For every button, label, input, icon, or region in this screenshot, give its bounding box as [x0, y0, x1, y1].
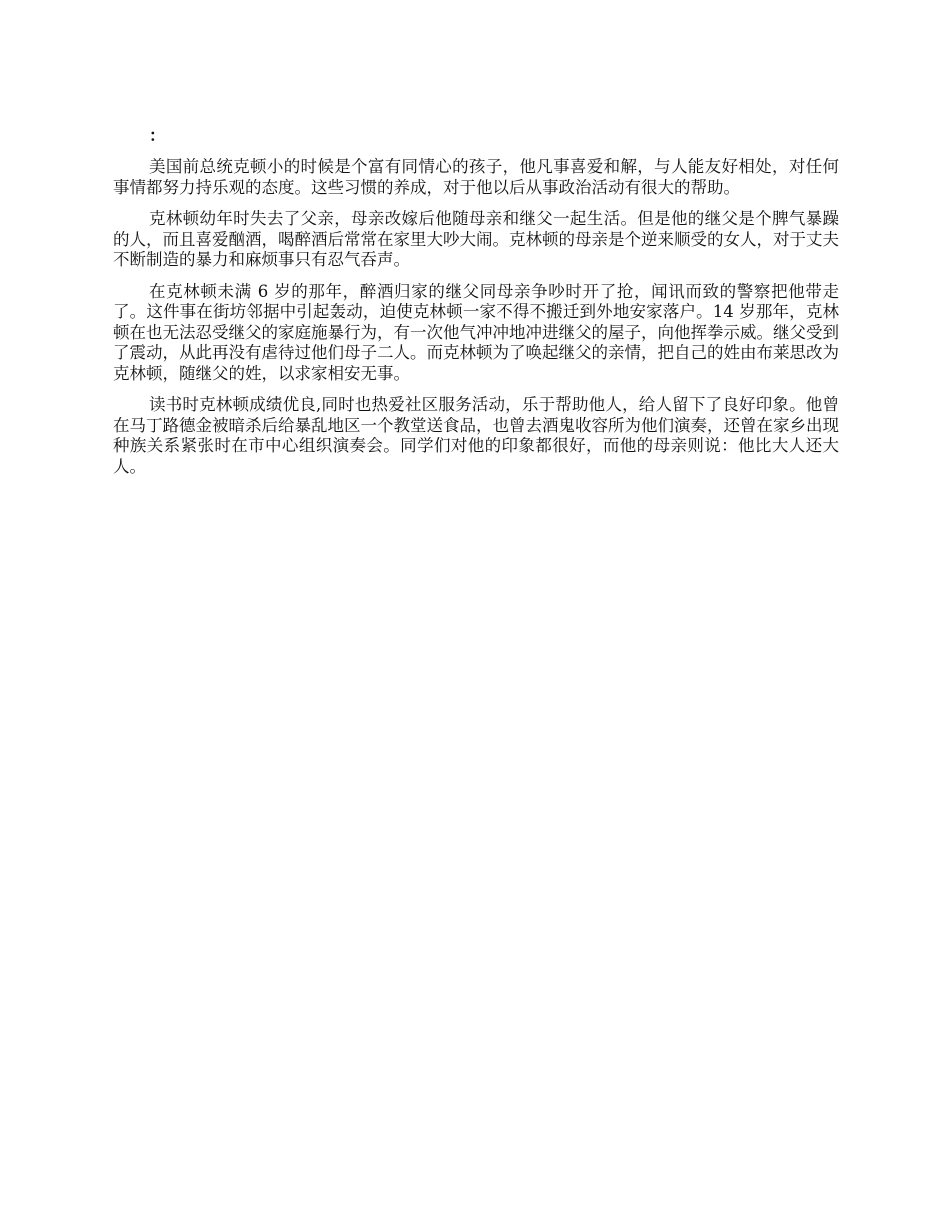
paragraph-1: 美国前总统克顿小的时候是个富有同情心的孩子，他凡事喜爱和解，与人能友好相处，对任何事情都努力持乐观的态度。这些习惯的养成，对于他以后从事政治活动有很大的帮助。	[113, 157, 839, 197]
document-body	[113, 126, 839, 488]
paragraph-4: 读书时克林顿成绩优良,同时也热爱社区服务活动，乐于帮助他人，给人留下了良好印象。他曾在马丁路德金被暗杀后给暴乱地区一个教堂送食品，也曾去酒鬼收容所为他们演奏，还曾在家乡出现种族关系紧张时在市中心组织演奏会。同学们对他的印象都很好，而他的母亲则说：他比大人还大人。	[113, 395, 839, 476]
paragraph-2: 克林顿幼年时失去了父亲，母亲改嫁后他随母亲和继父一起生活。但是他的继父是个脾气暴躁的人，而且喜爱酗酒，喝醉酒后常常在家里大吵大闹。克林顿的母亲是个逆来顺受的女人，对于丈夫不断制造的暴力和麻烦事只有忍气吞声。	[113, 209, 839, 269]
document-heading: ：	[149, 126, 166, 145]
paragraph-3: 在克林顿未满 6 岁的那年，醉酒归家的继父同母亲争吵时开了抢，闻讯而致的警察把他带走了。这件事在街坊邻据中引起轰动，迫使克林顿一家不得不搬迁到外地安家落户。14 岁那年，克林顿在也无法忍受继父的家庭施暴行为，有一次他气冲冲地冲进继父的屋子，向他挥拳示威。继父受到了震动，从此再没有虐待过他们母子二人。而克林顿为了唤起继父的亲情，把自己的姓由布莱思改为克林顿，随继父的姓，以求家相安无事。	[113, 281, 839, 383]
